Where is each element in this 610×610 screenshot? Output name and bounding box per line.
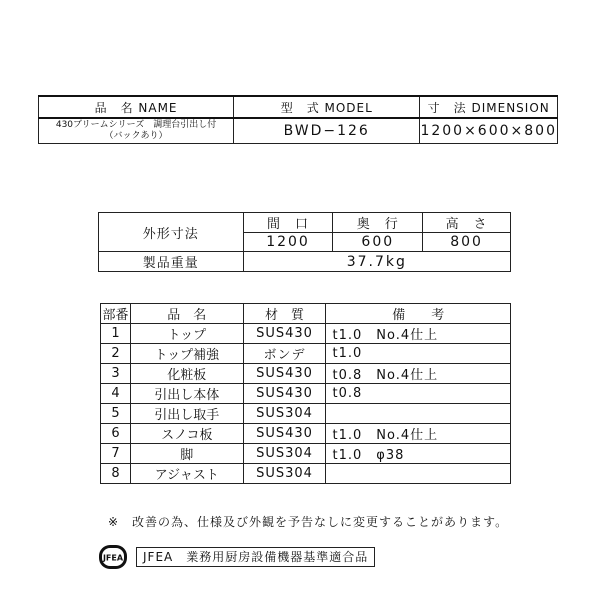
part-no-header: 部番 (101, 304, 131, 324)
part-notes: t0.8 No.4仕上 (326, 364, 511, 384)
part-name: トップ補強 (130, 344, 243, 364)
depth-value: 600 (333, 233, 423, 252)
part-name: トップ (130, 324, 243, 344)
table-row (101, 444, 511, 464)
part-notes: t1.0 No.4仕上 (326, 424, 511, 444)
part-material: SUS304 (243, 464, 326, 484)
table-row (101, 384, 511, 404)
part-no: 6 (101, 424, 131, 444)
part-notes: t0.8 (326, 384, 511, 404)
part-notes (326, 404, 511, 424)
part-no: 2 (101, 344, 131, 364)
part-material: ボンデ (243, 344, 326, 364)
part-name: 引出し取手 (130, 404, 243, 424)
part-material: SUS430 (243, 384, 326, 404)
product-name-line1: 430ブリームシリーズ 調理台引出し付 (55, 120, 217, 130)
jfea-logo-icon (98, 544, 128, 570)
part-name-header: 品 名 (130, 304, 243, 324)
part-material: SUS304 (243, 444, 326, 464)
width-value: 1200 (243, 233, 333, 252)
part-notes: t1.0 No.4仕上 (326, 324, 511, 344)
parts-header-row (101, 304, 511, 324)
part-name: 化粧板 (130, 364, 243, 384)
footnote: ※ 改善の為、仕様及び外観を予告なしに変更することがあります。 (108, 515, 509, 529)
table-row (101, 364, 511, 384)
dimensions-table (98, 212, 511, 272)
product-dimension-header: 寸 法 DIMENSION (420, 96, 558, 118)
product-header-row (39, 96, 558, 118)
table-row (101, 324, 511, 344)
part-material: SUS304 (243, 404, 326, 424)
part-name: 脚 (130, 444, 243, 464)
outer-dimension-label: 外形寸法 (99, 213, 244, 252)
product-dimension: 1200×600×800 (420, 118, 558, 144)
part-no: 7 (101, 444, 131, 464)
dimension-header-row (99, 213, 511, 233)
table-row (101, 424, 511, 444)
part-no: 5 (101, 404, 131, 424)
part-name: アジャスト (130, 464, 243, 484)
part-notes (326, 464, 511, 484)
certification-text: JFEA 業務用厨房設備機器基準適合品 (136, 547, 375, 567)
part-notes-header: 備 考 (326, 304, 511, 324)
product-name (39, 118, 234, 144)
weight-row (99, 252, 511, 272)
product-model-header: 型 式 MODEL (234, 96, 420, 118)
weight-value: 37.7kg (243, 252, 510, 272)
product-name-header: 品 名 NAME (39, 96, 234, 118)
part-material: SUS430 (243, 324, 326, 344)
part-name: スノコ板 (130, 424, 243, 444)
part-material: SUS430 (243, 364, 326, 384)
table-row (101, 404, 511, 424)
product-model: BWD−126 (234, 118, 420, 144)
part-material: SUS430 (243, 424, 326, 444)
table-row (101, 464, 511, 484)
certification-mark (98, 543, 375, 571)
part-no: 4 (101, 384, 131, 404)
weight-label: 製品重量 (99, 252, 244, 272)
part-name: 引出し本体 (130, 384, 243, 404)
height-value: 800 (423, 233, 511, 252)
part-notes: t1.0 (326, 344, 511, 364)
part-no: 8 (101, 464, 131, 484)
product-row (39, 118, 558, 144)
width-label: 間 口 (243, 213, 333, 233)
product-table (38, 95, 558, 144)
parts-table (100, 303, 511, 484)
part-no: 1 (101, 324, 131, 344)
depth-label: 奥 行 (333, 213, 423, 233)
part-no: 3 (101, 364, 131, 384)
svg-text:JFEA: JFEA (102, 553, 124, 563)
part-notes: t1.0 φ38 (326, 444, 511, 464)
product-name-line2: （バックあり） (104, 131, 168, 141)
part-material-header: 材 質 (243, 304, 326, 324)
table-row (101, 344, 511, 364)
height-label: 高 さ (423, 213, 511, 233)
